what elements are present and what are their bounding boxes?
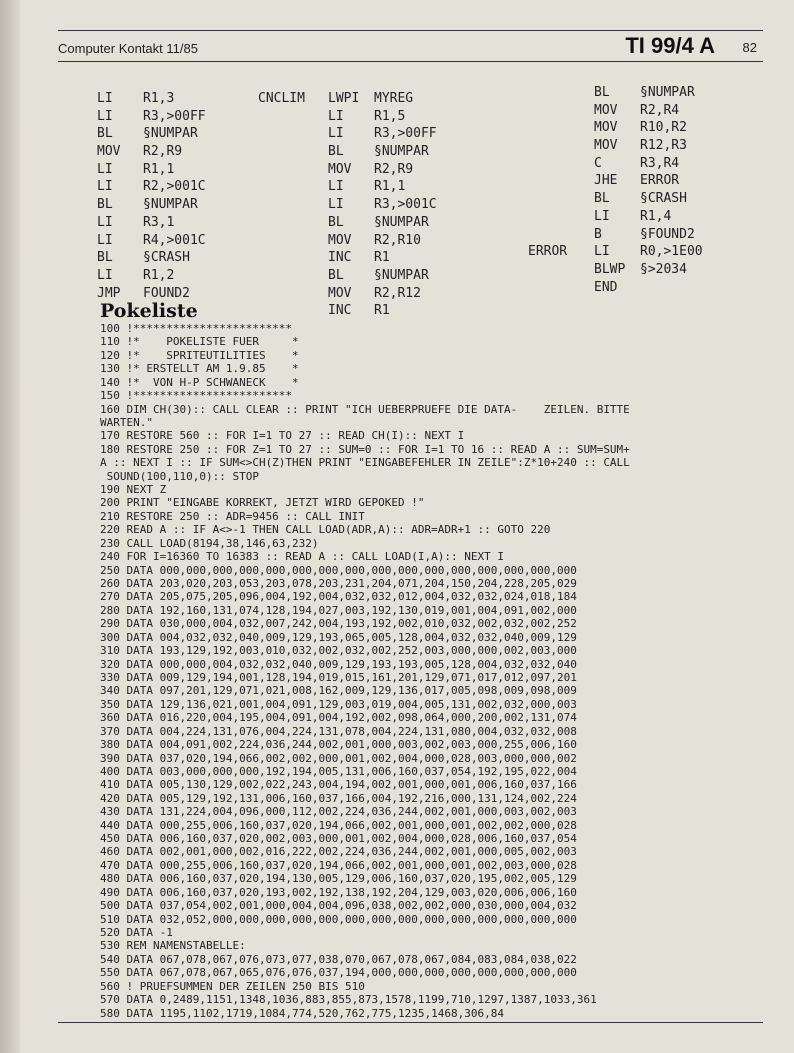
code-line: 220 READ A :: IF A<>-1 THEN CALL LOAD(ADR,A):: ADR=ADR+1 :: GOTO 220	[100, 523, 551, 537]
page-number: 82	[742, 40, 757, 55]
asm-line	[97, 249, 206, 267]
asm-line	[258, 232, 437, 250]
asm-opcode: JHE	[594, 173, 618, 189]
asm-line	[258, 178, 437, 196]
code-line: 110 !* POKELISTE FUER *	[100, 335, 299, 349]
asm-operand: R1,2	[143, 267, 175, 283]
asm-line	[528, 226, 703, 244]
code-line: 560 ! PRUEFSUMMEN DER ZEILEN 250 BIS 510	[100, 979, 365, 993]
code-line: 430 DATA 131,224,004,096,000,112,002,224,036,244,002,001,000,003,002,003	[100, 805, 577, 819]
asm-opcode: BL	[328, 267, 344, 283]
asm-line	[97, 267, 206, 285]
code-line: 530 REM NAMENSTABELLE:	[100, 939, 246, 953]
asm-operand: R1,4	[640, 208, 672, 224]
asm-operand: R1,3	[143, 91, 175, 106]
asm-opcode: LI	[328, 179, 344, 195]
basic-listing	[100, 322, 750, 1020]
asm-opcode: LI	[328, 126, 344, 142]
asm-opcode: LI	[97, 179, 113, 195]
asm-operand: R3,1	[143, 214, 175, 230]
asm-line	[97, 214, 206, 232]
assembly-column-3	[528, 84, 703, 296]
asm-line	[528, 119, 703, 137]
asm-operand: ERROR	[640, 173, 680, 189]
asm-opcode: C	[594, 155, 602, 171]
asm-line	[528, 208, 703, 226]
asm-opcode: MOV	[97, 144, 121, 160]
code-line: 570 DATA 0,2489,1151,1348,1036,883,855,873,1578,1199,710,1297,1387,1033,361	[100, 993, 597, 1007]
asm-operand: R2,R9	[374, 161, 414, 177]
asm-opcode: MOV	[328, 285, 352, 301]
code-line: 410 DATA 005,130,129,002,022,243,004,194,002,001,000,001,006,160,037,166	[100, 778, 577, 792]
code-line: 130 !* ERSTELLT AM 1.9.85 *	[100, 362, 299, 376]
asm-operand: §CRASH	[640, 191, 687, 207]
asm-line	[528, 155, 703, 173]
code-line: 490 DATA 006,160,037,020,193,002,192,138,192,204,129,003,020,006,006,160	[100, 885, 577, 899]
code-line: 450 DATA 006,160,037,020,002,003,000,001,002,004,000,028,006,160,037,054	[100, 832, 577, 846]
code-line: 240 FOR I=16360 TO 16383 :: READ A :: CALL LOAD(I,A):: NEXT I	[100, 550, 504, 564]
asm-opcode: LI	[97, 91, 113, 106]
asm-operand: §NUMPAR	[374, 267, 429, 283]
asm-line	[528, 279, 703, 297]
code-line: 460 DATA 002,001,000,002,016,222,002,224,036,244,002,001,000,005,002,003	[100, 845, 577, 859]
asm-operand: R1,5	[374, 108, 406, 124]
asm-line	[258, 108, 437, 126]
assembly-column-2	[258, 90, 437, 320]
asm-opcode: BL	[97, 197, 113, 213]
code-line: 170 RESTORE 560 :: FOR I=1 TO 27 :: READ CH(I):: NEXT I	[100, 429, 465, 443]
code-line: 280 DATA 192,160,131,074,128,194,027,003,192,130,019,001,004,091,002,000	[100, 603, 577, 617]
asm-operand: R2,R4	[640, 102, 680, 118]
asm-opcode: BL	[328, 214, 344, 230]
asm-operand: R2,R9	[143, 144, 183, 160]
asm-operand: R1,1	[374, 179, 406, 195]
magazine-issue: Computer Kontakt 11/85	[58, 41, 198, 56]
code-line: 270 DATA 205,075,205,096,004,192,004,032,032,012,004,032,032,024,018,184	[100, 590, 577, 604]
asm-line	[97, 161, 206, 179]
asm-operand: §CRASH	[143, 250, 190, 266]
asm-line	[528, 84, 703, 102]
asm-opcode: LI	[328, 197, 344, 213]
asm-label: CNCLIM	[258, 91, 305, 106]
asm-opcode: BLWP	[594, 261, 626, 277]
asm-operand: R2,R12	[374, 285, 421, 301]
code-line: 520 DATA -1	[100, 925, 173, 939]
asm-opcode: BL	[594, 85, 610, 100]
asm-opcode: MOV	[594, 138, 618, 154]
asm-line	[97, 125, 206, 143]
code-line: 200 PRINT "EINGABE KORREKT, JETZT WIRD GEPOKED !"	[100, 496, 425, 510]
code-line: 250 DATA 000,000,000,000,000,000,000,000,000,000,000,000,000,000,000,000	[100, 563, 577, 577]
code-line: 390 DATA 037,020,194,066,002,002,000,001,002,004,000,028,003,000,000,002	[100, 751, 577, 765]
asm-line	[528, 261, 703, 279]
code-line: 420 DATA 005,129,192,131,006,160,037,166,004,192,216,000,131,124,002,224	[100, 791, 577, 805]
asm-opcode: BL	[594, 191, 610, 207]
code-line: 540 DATA 067,078,067,076,073,077,038,070,067,078,067,084,083,084,038,022	[100, 952, 577, 966]
bottom-rule	[58, 1022, 763, 1023]
asm-line	[258, 285, 437, 303]
code-line: 400 DATA 003,000,000,000,192,194,005,131,006,160,037,054,192,195,022,004	[100, 764, 577, 778]
code-line: 180 RESTORE 250 :: FOR Z=1 TO 27 :: SUM=0 :: FOR I=1 TO 16 :: READ A :: SUM=SUM+	[100, 442, 630, 456]
asm-line	[97, 196, 206, 214]
code-line: SOUND(100,110,0):: STOP	[100, 469, 259, 483]
asm-opcode: BL	[97, 250, 113, 266]
asm-operand: R10,R2	[640, 120, 687, 136]
asm-line	[258, 196, 437, 214]
asm-operand: MYREG	[374, 91, 414, 106]
section-title: Pokeliste	[100, 300, 198, 322]
asm-opcode: LI	[97, 161, 113, 177]
code-line: 290 DATA 030,000,004,032,007,242,004,193,192,002,010,032,002,032,002,252	[100, 617, 577, 631]
asm-operand: §NUMPAR	[640, 85, 695, 100]
asm-operand: §>2034	[640, 261, 687, 277]
asm-operand: FOUND2	[143, 285, 190, 301]
asm-operand: R2,R10	[374, 232, 421, 248]
code-line: WARTEN."	[100, 415, 153, 429]
asm-line	[528, 102, 703, 120]
asm-line	[528, 172, 703, 190]
code-line: 340 DATA 097,201,129,071,021,008,162,009,129,136,017,005,098,009,098,009	[100, 684, 577, 698]
code-line: 100 !************************	[100, 322, 293, 335]
asm-opcode: JMP	[97, 285, 121, 301]
code-line: 260 DATA 203,020,203,053,203,078,203,231,204,071,204,150,204,228,205,029	[100, 577, 577, 591]
asm-line	[97, 232, 206, 250]
code-line: 320 DATA 000,000,004,032,032,040,009,129,193,193,005,128,004,032,032,040	[100, 657, 577, 671]
asm-operand: §NUMPAR	[143, 197, 198, 213]
asm-opcode: LI	[594, 208, 610, 224]
code-line: 160 DIM CH(30):: CALL CLEAR :: PRINT "ICH UEBERPRUEFE DIE DATA- ZEILEN. BITTE	[100, 402, 630, 416]
asm-operand: §FOUND2	[640, 226, 695, 242]
asm-label: ERROR	[528, 244, 568, 260]
page-header	[58, 30, 763, 62]
asm-opcode: BL	[328, 144, 344, 160]
asm-opcode: MOV	[328, 161, 352, 177]
code-line: 470 DATA 000,255,006,160,037,020,194,066,002,001,000,001,002,003,000,028	[100, 858, 577, 872]
asm-opcode: B	[594, 226, 602, 242]
code-line: 120 !* SPRITEUTILITIES *	[100, 348, 299, 362]
section-heading: TI 99/4 A	[625, 33, 715, 58]
asm-line	[97, 178, 206, 196]
asm-opcode: INC	[328, 250, 352, 266]
asm-opcode: MOV	[328, 232, 352, 248]
code-line: 380 DATA 004,091,002,224,036,244,002,001,000,003,002,003,000,255,006,160	[100, 738, 577, 752]
asm-line	[528, 190, 703, 208]
asm-opcode: LI	[328, 108, 344, 124]
asm-opcode: END	[594, 279, 618, 295]
asm-line	[97, 108, 206, 126]
asm-opcode: LI	[97, 214, 113, 230]
asm-line	[97, 90, 206, 108]
asm-line	[528, 137, 703, 155]
asm-operand: §NUMPAR	[143, 126, 198, 142]
asm-operand: §NUMPAR	[374, 144, 429, 160]
asm-opcode: BL	[97, 126, 113, 142]
asm-operand: §NUMPAR	[374, 214, 429, 230]
asm-opcode: LI	[97, 232, 113, 248]
asm-operand: R1	[374, 303, 390, 319]
asm-line	[258, 249, 437, 267]
page-edge-shadow	[0, 0, 20, 1053]
asm-operand: R1,1	[143, 161, 175, 177]
code-line: 190 NEXT Z	[100, 483, 167, 497]
asm-operand: R12,R3	[640, 138, 687, 154]
asm-opcode: LI	[97, 267, 113, 283]
code-line: 480 DATA 006,160,037,020,194,130,005,129,006,160,037,020,195,002,005,129	[100, 872, 577, 886]
asm-opcode: MOV	[594, 102, 618, 118]
code-line: 440 DATA 000,255,006,160,037,020,194,066,002,001,000,001,002,002,000,028	[100, 818, 577, 832]
asm-line	[258, 90, 437, 108]
code-line: 300 DATA 004,032,032,040,009,129,193,065,005,128,004,032,032,040,009,129	[100, 630, 577, 644]
code-line: 310 DATA 193,129,192,003,010,032,002,032,002,252,003,000,000,002,003,000	[100, 644, 577, 658]
asm-line	[258, 143, 437, 161]
code-line: A :: NEXT I :: IF SUM<>CH(Z)THEN PRINT "EINGABEFEHLER IN ZEILE":Z*10+240 :: CALL	[100, 456, 630, 470]
code-line: 140 !* VON H-P SCHWANECK *	[100, 375, 299, 389]
code-line: 580 DATA 1195,1102,1719,1084,774,520,762,775,1235,1468,306,84	[100, 1006, 504, 1020]
code-line: 330 DATA 009,129,194,001,128,194,019,015,161,201,129,071,017,012,097,201	[100, 670, 577, 684]
asm-operand: R1	[374, 250, 390, 266]
asm-line	[258, 161, 437, 179]
code-line: 370 DATA 004,224,131,076,004,224,131,078,004,224,131,080,004,032,032,008	[100, 724, 577, 738]
asm-line	[97, 143, 206, 161]
asm-line	[258, 125, 437, 143]
code-line: 510 DATA 032,052,000,000,000,000,000,000,000,000,000,000,000,000,000,000	[100, 912, 577, 926]
asm-line	[258, 267, 437, 285]
asm-operand: R0,>1E00	[640, 244, 703, 260]
asm-opcode: LWPI	[328, 91, 360, 106]
code-line: 230 CALL LOAD(8194,38,146,63,232)	[100, 536, 319, 550]
asm-line	[258, 302, 437, 320]
asm-opcode: LI	[97, 108, 113, 124]
code-line: 150 !************************	[100, 389, 293, 403]
code-line: 550 DATA 067,078,067,065,076,076,037,194,000,000,000,000,000,000,000,000	[100, 966, 577, 980]
asm-opcode: INC	[328, 303, 352, 319]
asm-opcode: MOV	[594, 120, 618, 136]
asm-operand: R2,>001C	[143, 179, 206, 195]
asm-operand: R3,>00FF	[143, 108, 206, 124]
asm-line	[258, 214, 437, 232]
asm-operand: R4,>001C	[143, 232, 206, 248]
code-line: 500 DATA 037,054,002,001,000,004,004,096,038,002,002,000,030,000,004,032	[100, 899, 577, 913]
code-line: 360 DATA 016,220,004,195,004,091,004,192,002,098,064,000,200,002,131,074	[100, 711, 577, 725]
asm-operand: R3,>001C	[374, 197, 437, 213]
assembly-column-1	[97, 90, 206, 302]
asm-opcode: LI	[594, 244, 610, 260]
asm-line	[528, 243, 703, 261]
asm-operand: R3,R4	[640, 155, 680, 171]
code-line: 350 DATA 129,136,021,001,004,091,129,003,019,004,005,131,002,032,000,003	[100, 697, 577, 711]
asm-operand: R3,>00FF	[374, 126, 437, 142]
code-line: 210 RESTORE 250 :: ADR=9456 :: CALL INIT	[100, 509, 365, 523]
